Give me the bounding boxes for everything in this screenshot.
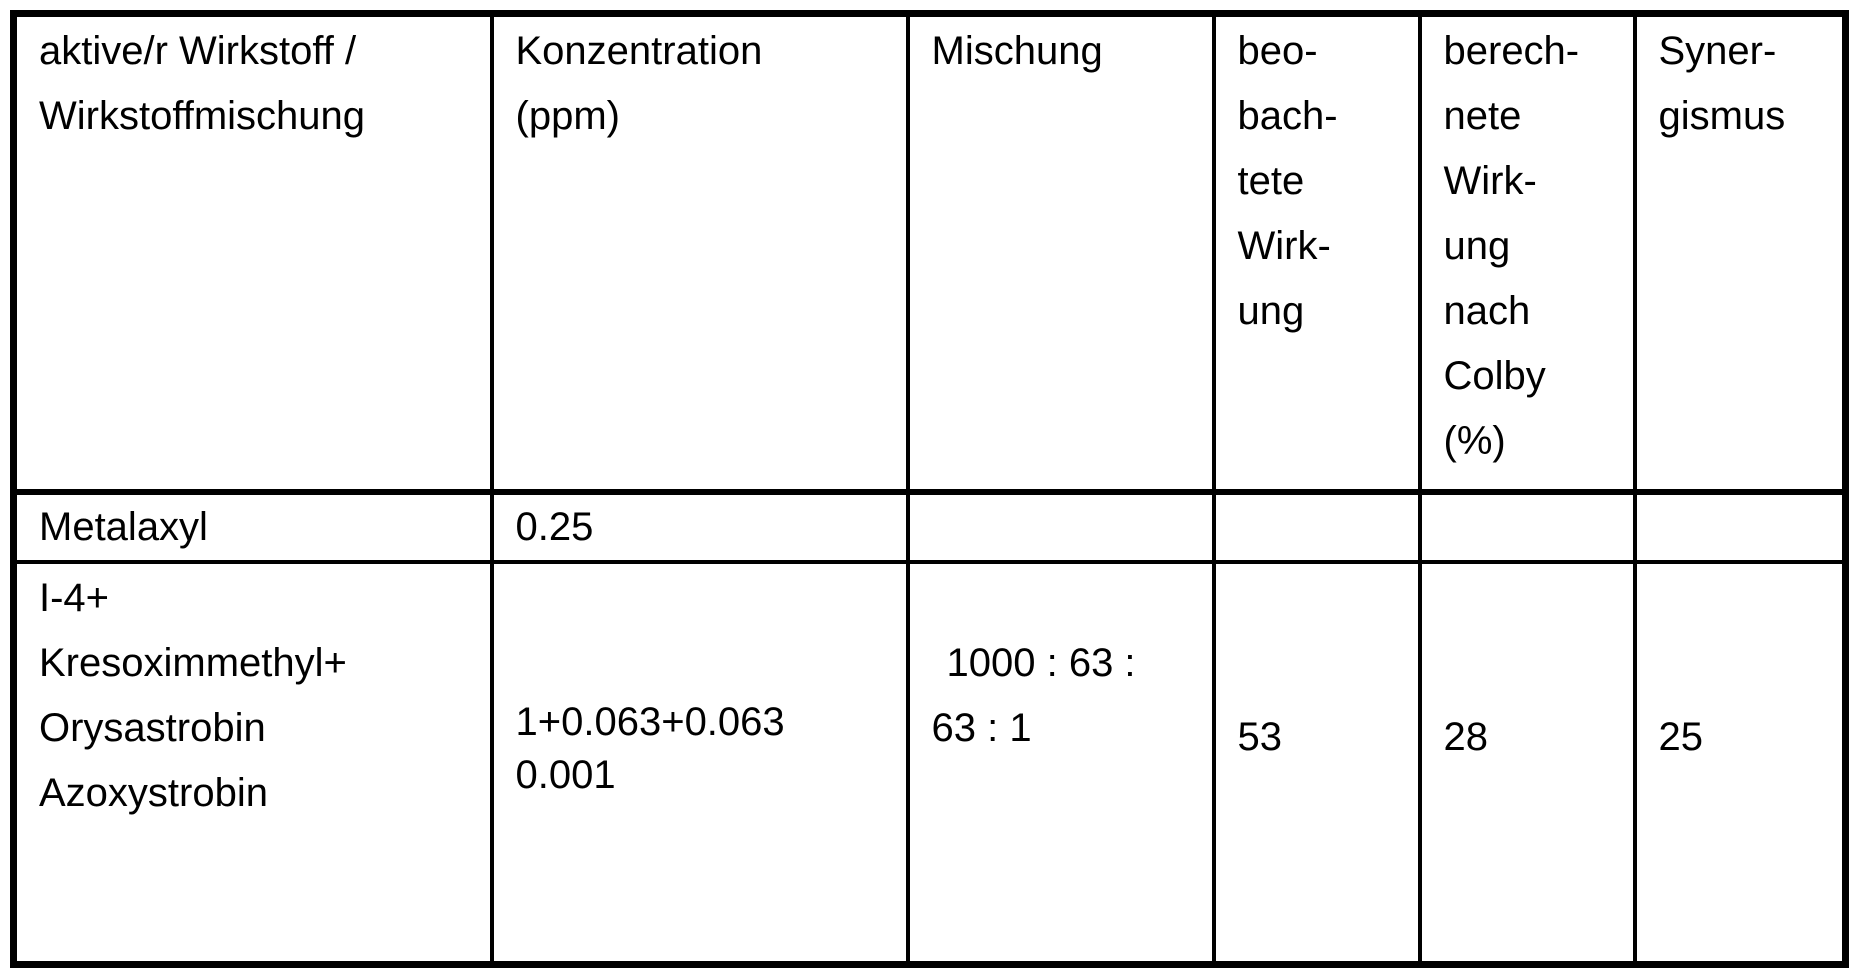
cell-berechnete-wirkung-colby: [1420, 492, 1635, 562]
cell-wirkstoff: Metalaxyl: [14, 492, 492, 562]
header-cell-berechnete-wirkung-colby: berech- nete Wirk- ung nach Colby (%): [1420, 14, 1635, 493]
header-cell-wirkstoff: aktive/r Wirkstoff / Wirkstoffmischung: [14, 14, 492, 493]
header-cell-mischung: Mischung: [908, 14, 1214, 493]
header-cell-beobachtete-wirkung: beo- bach- tete Wirk- ung: [1214, 14, 1420, 493]
cell-beobachtete-wirkung: 53: [1214, 562, 1420, 965]
cell-konzentration: 1+0.063+0.063 0.001: [492, 562, 908, 965]
table-row-mixture: [14, 562, 1846, 965]
cell-mischung: [908, 492, 1214, 562]
header-cell-synergismus: Syner- gismus: [1635, 14, 1846, 493]
cell-beobachtete-wirkung: [1214, 492, 1420, 562]
cell-wirkstoff: I-4+ Kresoximmethyl+ Orysastrobin Azoxystrobin: [14, 562, 492, 965]
cell-berechnete-wirkung-colby: 28: [1420, 562, 1635, 965]
synergism-table: [10, 10, 1849, 968]
cell-mischung: 1000 : 63 : 63 : 1: [908, 562, 1214, 965]
cell-synergismus: [1635, 492, 1846, 562]
table-row-metalaxyl: [14, 492, 1846, 562]
cell-synergismus: 25: [1635, 562, 1846, 965]
header-cell-konzentration: Konzentration (ppm): [492, 14, 908, 493]
table-header-row: [14, 14, 1846, 493]
cell-konzentration: 0.25: [492, 492, 908, 562]
